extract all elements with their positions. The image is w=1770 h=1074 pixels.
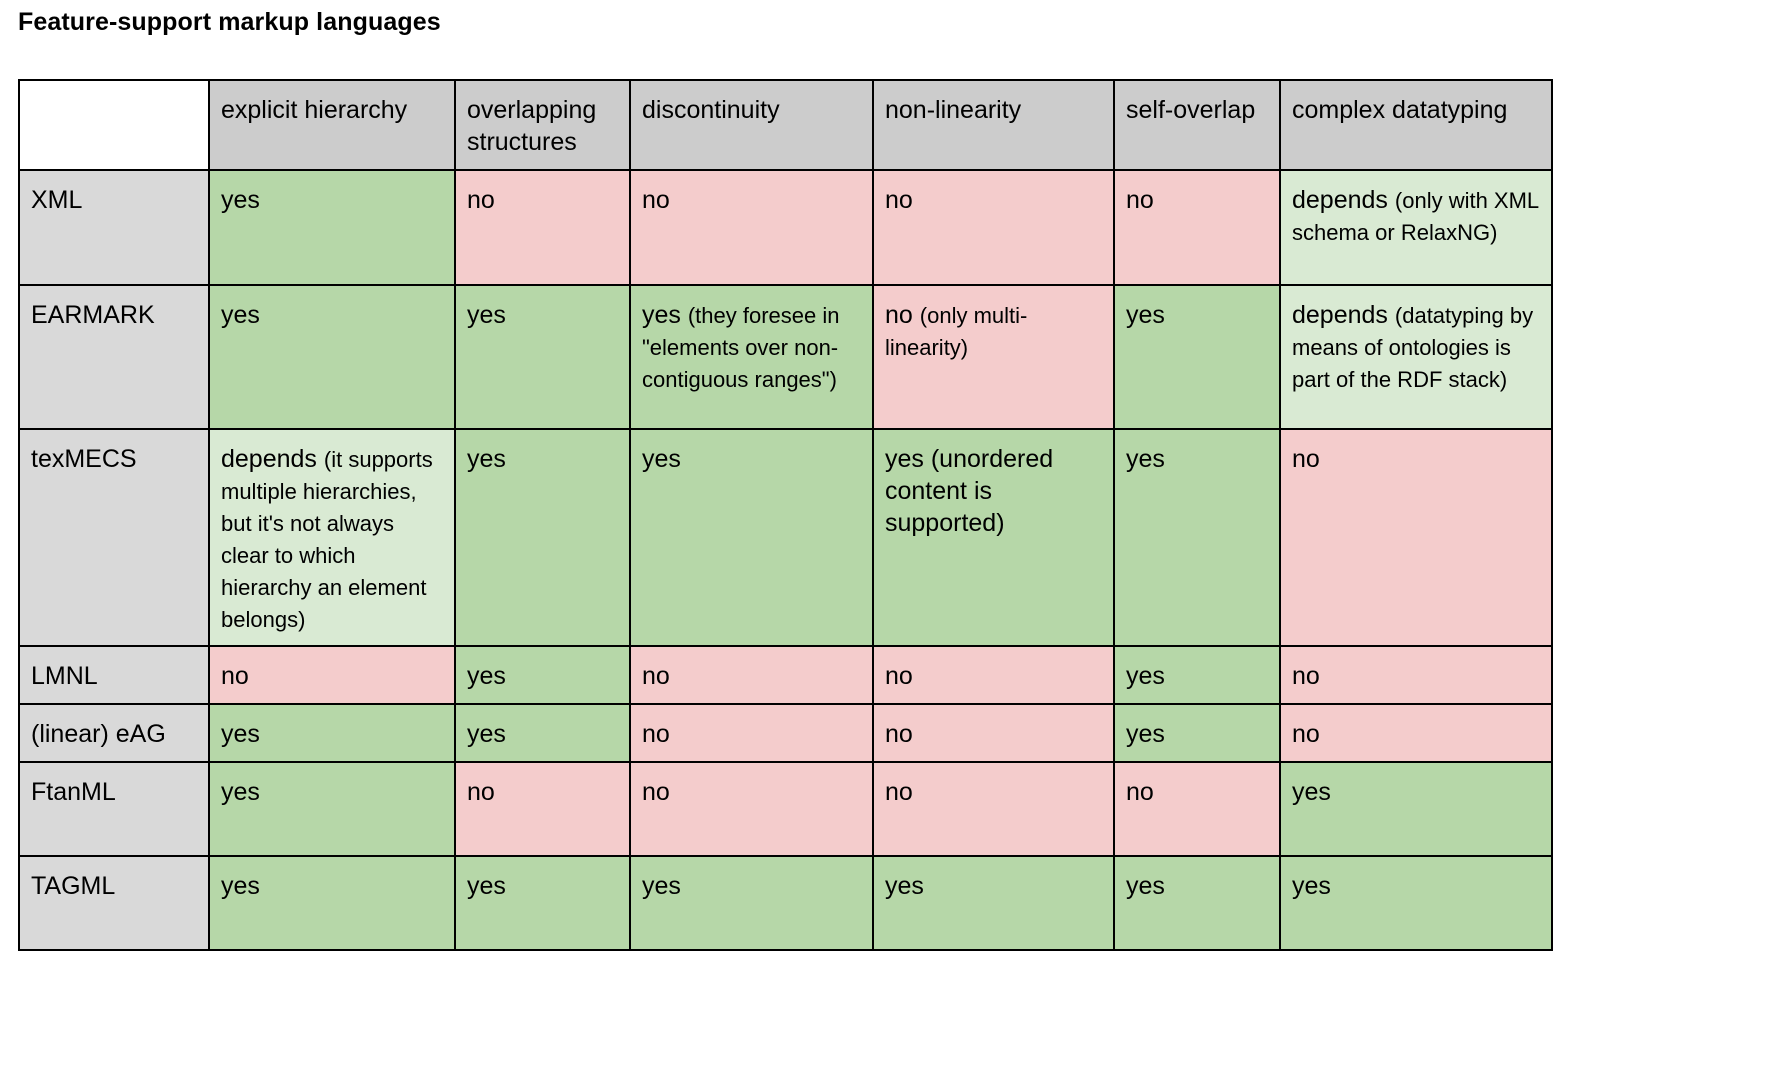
table-cell-no xyxy=(630,704,873,762)
cell-note: (only with XML schema or RelaxNG) xyxy=(1292,188,1539,245)
table-cell-no xyxy=(209,646,455,704)
table-cell-yes xyxy=(455,646,630,704)
table-cell-no xyxy=(1114,170,1280,285)
cell-value: yes xyxy=(467,662,506,690)
row-header: LMNL xyxy=(19,646,209,704)
cell-value: no xyxy=(1126,186,1154,214)
table-cell-no xyxy=(873,646,1114,704)
table-cell-no xyxy=(873,762,1114,856)
table-cell-yes xyxy=(873,429,1114,646)
table-cell-yes xyxy=(455,856,630,950)
table-cell-no xyxy=(455,762,630,856)
table-cell-yes xyxy=(209,170,455,285)
table-cell-no xyxy=(873,170,1114,285)
table-cell-no xyxy=(1280,646,1552,704)
cell-value: yes xyxy=(467,872,506,900)
table-cell-yes xyxy=(1280,762,1552,856)
row-header: XML xyxy=(19,170,209,285)
cell-value: yes xyxy=(1292,778,1331,806)
table-cell-yes xyxy=(455,285,630,429)
table-cell-yes xyxy=(1114,429,1280,646)
cell-value: depends xyxy=(221,445,317,473)
cell-note: (it supports multiple hierarchies, but it's not always clear to which hierarchy an element belongs) xyxy=(221,447,433,632)
page-title: Feature-support markup languages xyxy=(18,8,441,36)
cell-value: yes xyxy=(467,301,506,329)
row-header: texMECS xyxy=(19,429,209,646)
cell-value: yes xyxy=(1126,872,1165,900)
cell-value: yes xyxy=(1292,872,1331,900)
cell-value: yes xyxy=(1126,720,1165,748)
table-cell-yes xyxy=(1114,704,1280,762)
table-cell-no xyxy=(1114,762,1280,856)
column-header: explicit hierarchy xyxy=(209,80,455,170)
table-row xyxy=(19,646,1552,704)
cell-value: yes xyxy=(642,872,681,900)
cell-value: no xyxy=(885,186,913,214)
cell-note: (they foresee in "elements over non-contiguous ranges") xyxy=(642,303,840,392)
cell-value: no xyxy=(885,720,913,748)
cell-note: (only multi-linearity) xyxy=(885,303,1028,360)
table-cell-no xyxy=(630,762,873,856)
cell-value: yes xyxy=(642,301,681,329)
table-cell-no xyxy=(630,170,873,285)
table-cell-yes xyxy=(209,856,455,950)
cell-value: no xyxy=(1292,662,1320,690)
cell-value: no xyxy=(467,778,495,806)
table-cell-yes xyxy=(209,285,455,429)
column-header: self-overlap xyxy=(1114,80,1280,170)
cell-value: no xyxy=(885,778,913,806)
table-cell-yes xyxy=(1114,285,1280,429)
cell-note: (datatyping by means of ontologies is part of the RDF stack) xyxy=(1292,303,1534,392)
table-row xyxy=(19,704,1552,762)
table-row xyxy=(19,429,1552,646)
table-cell-no xyxy=(873,704,1114,762)
row-header: FtanML xyxy=(19,762,209,856)
table-cell-no xyxy=(630,646,873,704)
table-row xyxy=(19,856,1552,950)
table-cell-depends xyxy=(209,429,455,646)
column-header: overlapping structures xyxy=(455,80,630,170)
table-row xyxy=(19,285,1552,429)
cell-value: no xyxy=(642,778,670,806)
cell-value: yes xyxy=(1126,301,1165,329)
table-cell-yes xyxy=(455,704,630,762)
cell-value: yes xyxy=(885,872,924,900)
column-header: discontinuity xyxy=(630,80,873,170)
feature-support-table xyxy=(18,79,1553,951)
table-cell-depends xyxy=(1280,170,1552,285)
cell-value: no xyxy=(221,662,249,690)
cell-value: no xyxy=(642,720,670,748)
cell-value: depends xyxy=(1292,301,1388,329)
cell-value: yes (unordered content is supported) xyxy=(885,445,1054,537)
table-row xyxy=(19,762,1552,856)
cell-value: no xyxy=(885,301,913,329)
cell-value: no xyxy=(1292,720,1320,748)
table-cell-yes xyxy=(630,429,873,646)
cell-value: yes xyxy=(221,720,260,748)
corner-cell xyxy=(19,80,209,170)
cell-value: yes xyxy=(642,445,681,473)
table-cell-yes xyxy=(1114,646,1280,704)
cell-value: yes xyxy=(1126,445,1165,473)
cell-value: no xyxy=(642,186,670,214)
table-cell-no xyxy=(1280,429,1552,646)
table-cell-no xyxy=(455,170,630,285)
table-cell-yes xyxy=(209,704,455,762)
cell-value: no xyxy=(467,186,495,214)
cell-value: no xyxy=(642,662,670,690)
table-cell-yes xyxy=(1114,856,1280,950)
table-cell-yes xyxy=(630,285,873,429)
table-row xyxy=(19,170,1552,285)
cell-value: yes xyxy=(467,445,506,473)
cell-value: no xyxy=(885,662,913,690)
column-header: complex datatyping xyxy=(1280,80,1552,170)
column-header: non-linearity xyxy=(873,80,1114,170)
cell-value: yes xyxy=(221,186,260,214)
row-header: TAGML xyxy=(19,856,209,950)
cell-value: yes xyxy=(221,301,260,329)
cell-value: no xyxy=(1126,778,1154,806)
table-cell-no xyxy=(873,285,1114,429)
cell-value: yes xyxy=(221,872,260,900)
table-cell-yes xyxy=(630,856,873,950)
row-header: EARMARK xyxy=(19,285,209,429)
cell-value: yes xyxy=(221,778,260,806)
table-cell-yes xyxy=(455,429,630,646)
header-row xyxy=(19,80,1552,170)
table-cell-yes xyxy=(1280,856,1552,950)
row-header: (linear) eAG xyxy=(19,704,209,762)
table-cell-depends xyxy=(1280,285,1552,429)
cell-value: no xyxy=(1292,445,1320,473)
cell-value: yes xyxy=(467,720,506,748)
cell-value: yes xyxy=(1126,662,1165,690)
table-cell-yes xyxy=(209,762,455,856)
table-cell-no xyxy=(1280,704,1552,762)
table-cell-yes xyxy=(873,856,1114,950)
cell-value: depends xyxy=(1292,186,1388,214)
